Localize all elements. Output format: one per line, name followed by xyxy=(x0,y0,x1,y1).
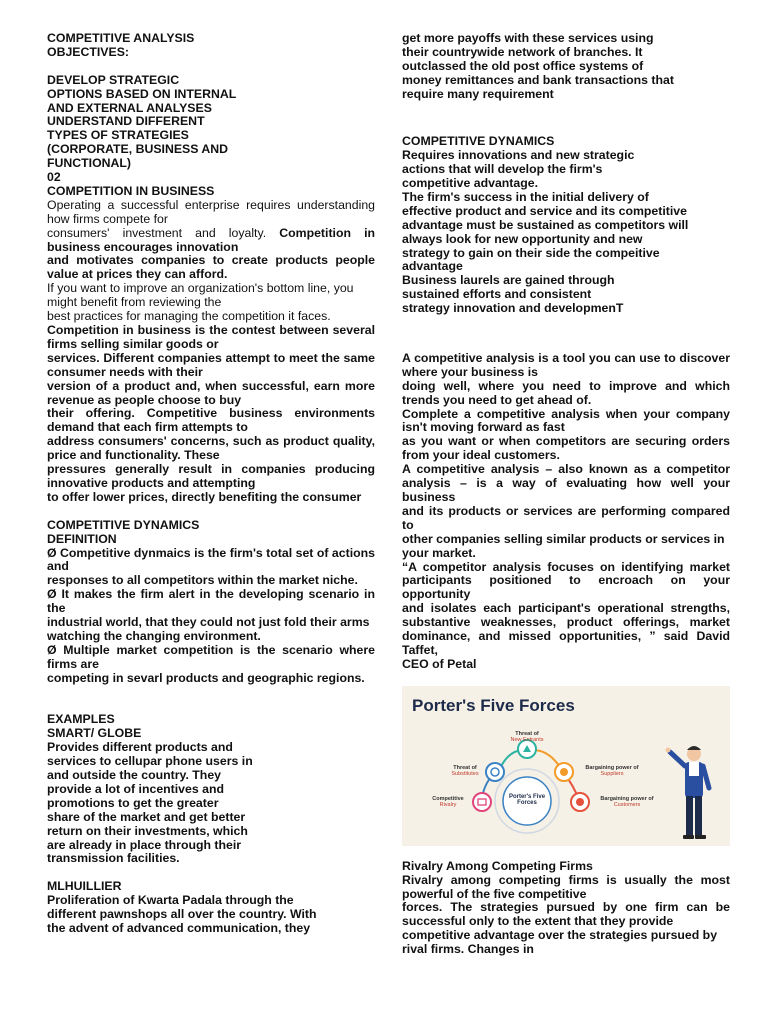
porters-five-forces-figure xyxy=(402,686,730,846)
text-line: strategy to gain on their side the compeitive xyxy=(402,245,660,260)
label-title: Bargaining power of xyxy=(600,795,654,802)
text-line: Ø Multiple market competition is the scenario where firms are xyxy=(47,642,375,671)
text-line: competing in sevarl products and geographic regions. xyxy=(47,670,365,685)
text-line: Ø It makes the firm alert in the developing scenario in the xyxy=(47,587,375,616)
dynamics-heading: COMPETITIVE DYNAMICS xyxy=(47,517,200,532)
figure-title: Porter's Five Forces xyxy=(412,695,575,715)
dynamics-heading-right: COMPETITIVE DYNAMICS xyxy=(402,134,555,149)
text-line: provide a lot of incentives and xyxy=(47,781,224,796)
text-line: and isolates each participant's operational strengths, substantive weaknesses, product offerings, market dominance, and missed opportunities, ” said David Taffet, xyxy=(402,601,730,657)
objectives-line: DEVELOP STRATEGIC xyxy=(47,72,180,87)
label-sub: Rivalry xyxy=(439,802,457,809)
label-sub: Customers xyxy=(613,802,641,809)
substitutes-node xyxy=(486,763,504,781)
text-line: money remittances and bank transactions that xyxy=(402,72,674,87)
text-run-bold: and motivates companies to create products people value at prices they can afford. xyxy=(47,253,375,282)
text-line: always look for new opportunity and new xyxy=(402,231,643,246)
label-title: Competitive xyxy=(432,795,464,802)
label-title: Threat of xyxy=(515,730,539,737)
text-line: competitive advantage. xyxy=(402,176,538,191)
text-line: actions that will develop the firm's xyxy=(402,162,603,177)
suppliers-label xyxy=(577,765,647,778)
objectives-line: (CORPORATE, BUSINESS AND xyxy=(47,142,229,157)
definition-heading: DEFINITION xyxy=(47,531,117,546)
examples-subheading: SMART/ GLOBE xyxy=(47,726,142,741)
text-line: watching the changing environment. xyxy=(47,628,261,643)
text-run-bold: Competition in business encourages innovation xyxy=(47,225,376,254)
text-line: competitive advantage over the strategies pursued by xyxy=(402,928,718,943)
text-line: and outside the country. They xyxy=(47,767,221,782)
right-column xyxy=(402,32,730,957)
text-line: return on their investments, which xyxy=(47,823,248,838)
label-sub: Suppliers xyxy=(600,771,624,778)
text-line: outclassed the old post office systems of xyxy=(402,58,644,73)
text-line: to offer lower prices, directly benefiting the consumer xyxy=(47,489,362,504)
text-line: address consumers' concerns, such as product quality, price and functionality. These xyxy=(47,434,375,463)
text-line: advantage must be sustained as competitors will xyxy=(402,217,689,232)
supplier-icon xyxy=(560,768,568,776)
text-line: sustained efforts and consistent xyxy=(402,287,592,302)
customers-icon xyxy=(576,798,584,806)
label-sub: New Entrants xyxy=(510,737,544,744)
text-line: and its products or services are performing compared to xyxy=(402,503,730,532)
text-line: industrial world, that they could not just fold their arms xyxy=(47,615,370,630)
text-line: “A competitor analysis focuses on identifying market participants positioned to encroach on your opportunity xyxy=(402,559,730,602)
text-line: other companies selling similar products or services in xyxy=(402,531,725,546)
label-title: Bargaining power of xyxy=(585,764,639,771)
paragraph-competition-intro xyxy=(47,199,375,282)
objectives-heading: COMPETITIVE ANALYSIS xyxy=(47,31,195,45)
paragraph-competition-definition xyxy=(47,324,375,505)
text-line: Complete a competitive analysis when your company isn't moving forward as fast xyxy=(402,406,730,435)
section-heading: COMPETITION IN BUSINESS xyxy=(47,183,215,198)
text-line: promotions to get the greater xyxy=(47,795,219,810)
objectives-line: OPTIONS BASED ON INTERNAL xyxy=(47,86,237,101)
text-run: If you want to improve an organization's bottom line, you might benefit from reviewing the xyxy=(47,281,354,310)
left-column xyxy=(47,32,375,936)
text-line: Rivalry among competing firms is usually the most powerful of the five competitive xyxy=(402,872,730,901)
objectives-line: UNDERSTAND DIFFERENT xyxy=(47,114,205,129)
text-run: best practices for managing the competition it faces. xyxy=(47,309,331,324)
text-line: the advent of advanced communication, they xyxy=(47,920,311,935)
text-line: responses to all competitors within the market niche. xyxy=(47,573,358,588)
rivalry-paragraph xyxy=(402,874,730,957)
objectives-line: AND EXTERNAL ANALYSES xyxy=(47,100,212,115)
text-line: services to cellupar phone users in xyxy=(47,754,253,769)
text-line: as you want or when competitors are securing orders from your ideal customers. xyxy=(402,434,730,463)
mlhuillier-heading: MLHUILLIER xyxy=(47,879,122,894)
text-line: Ø Competitive dynmaics is the firm's total set of actions and xyxy=(47,545,375,574)
text-line: are already in place through their xyxy=(47,837,242,852)
text-line: Proliferation of Kwarta Padala through the xyxy=(47,893,294,908)
text-line: A competitive analysis is a tool you can use to discover where your business is xyxy=(402,350,730,379)
text-line: services. Different companies attempt to meet the same consumer needs with their xyxy=(47,350,375,379)
text-line: require many requirement xyxy=(402,86,554,101)
text-line: strategy innovation and developmenT xyxy=(402,301,624,316)
competitive-analysis-paragraph xyxy=(402,352,730,672)
label-sub: Substitutes xyxy=(451,771,479,778)
rivalry-node xyxy=(473,793,491,811)
text-line: transmission facilities. xyxy=(47,851,180,866)
text-line: Competition in business is the contest between several firms selling similar goods or xyxy=(47,323,375,351)
text-line: Business laurels are gained through xyxy=(402,273,615,288)
text-line: version of a product and, when successful, earn more revenue as people choose to buy xyxy=(47,378,375,407)
label-title: Threat of xyxy=(453,764,477,771)
text-line: A competitive analysis – also known as a competitor analysis – is a way of evaluating how well your business xyxy=(402,462,730,504)
text-line: pressures generally result in companies producing innovative products and attempting xyxy=(47,462,375,490)
text-run: Operating a successful enterprise requires understanding how firms compete for xyxy=(47,197,375,226)
text-line: Requires innovations and new strategic xyxy=(402,148,635,163)
customers-label xyxy=(592,796,662,809)
objectives-line: FUNCTIONAL) xyxy=(47,156,132,171)
dynamics-definition-list xyxy=(47,547,375,686)
objectives-subheading: OBJECTIVES: xyxy=(47,44,129,59)
text-line: doing well, where you need to improve and which trends you need to get ahead of. xyxy=(402,378,730,407)
text-line: CEO of Petal xyxy=(402,656,477,671)
text-line: share of the market and get better xyxy=(47,809,246,824)
text-line: rival firms. Changes in xyxy=(402,942,534,957)
text-line: forces. The strategies pursued by one firm can be successful only to the extent that they provide xyxy=(402,900,730,929)
text-line: get more payoffs with these services using xyxy=(402,31,654,45)
text-line: Provides different products and xyxy=(47,740,233,755)
substitutes-label xyxy=(444,765,486,778)
text-line: advantage xyxy=(402,259,463,274)
text-line: The firm's success in the initial delivery of xyxy=(402,189,649,204)
page-number: 02 xyxy=(47,170,61,185)
text-line: your market. xyxy=(402,545,476,560)
text-line: their countrywide network of branches. It xyxy=(402,44,643,59)
text-line: effective product and service and its competitive xyxy=(402,203,687,218)
rivalry-heading: Rivalry Among Competing Firms xyxy=(402,858,593,873)
rivalry-label xyxy=(426,796,470,809)
center-label: Porter's Five Forces xyxy=(508,793,546,807)
objectives-line: TYPES OF STRATEGIES xyxy=(47,128,189,143)
text-line: their offering. Competitive business environments demand that each firm attempts to xyxy=(47,406,375,435)
presenter-illustration xyxy=(666,746,710,839)
new-entrants-label xyxy=(507,731,547,744)
paragraph-bottom-line xyxy=(47,282,375,324)
examples-heading: EXAMPLES xyxy=(47,712,115,727)
text-run: consumers' investment and loyalty. xyxy=(47,225,267,240)
text-line: different pawnshops all over the country. With xyxy=(47,907,317,922)
